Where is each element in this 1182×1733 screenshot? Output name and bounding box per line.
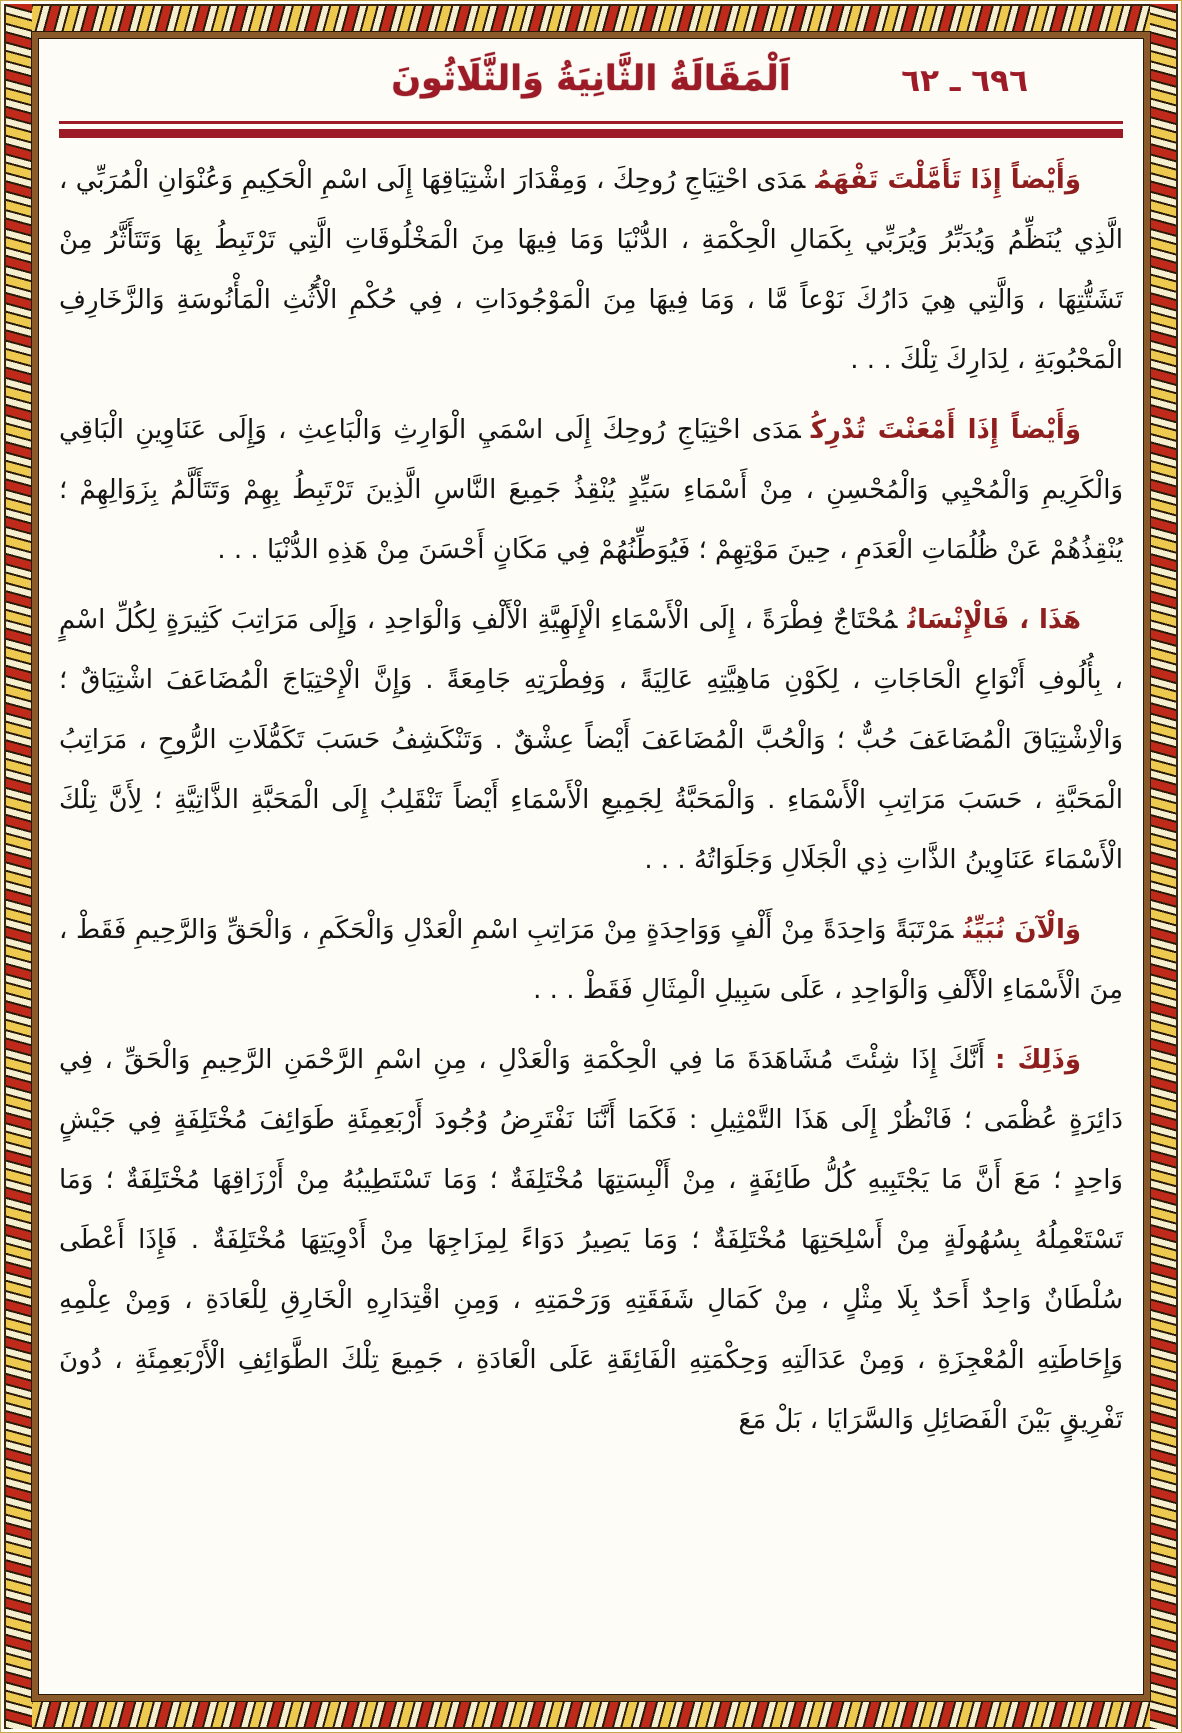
page-header — [59, 47, 1123, 119]
paragraph — [59, 150, 1123, 390]
paragraph — [59, 400, 1123, 580]
body-text — [59, 150, 1123, 1450]
paragraph — [59, 900, 1123, 1020]
paragraph-lead: وَأَيْضاً إِذَا أَمْعَنْتَ تُدْرِكُ — [810, 415, 1081, 445]
paragraph-text: مَرْتَبَةً وَاحِدَةً مِنْ أَلْفٍ وَوَاحِدَةٍ مِنْ مَرَاتِبِ اسْمِ الْعَدْلِ وَالْحَكَمِ ، وَالْحَقِّ وَالرَّحِيمِ فَقَطْ ، مِنَ الْأَسْمَاءِ الْأَلْفِ وَالْوَاحِدِ ، عَلَى سَبِيلِ الْمِثَالِ فَقَطْ . . . — [59, 915, 1123, 1005]
paragraph-lead: وَالْآنَ نُبَيِّنُ — [963, 915, 1082, 945]
decorative-border-left — [4, 4, 32, 1729]
page-number: ٦٩٦ ـ ٦٢ — [901, 63, 1028, 99]
paragraph-text: مُحْتَاجٌ فِطْرَةً ، إِلَى الْأَسْمَاءِ الْإِلَهِيَّةِ الْأَلْفِ وَالْوَاحِدِ ، وَإِلَى مَرَاتِبَ كَثِيرَةٍ لِكُلِّ اسْمٍ ، بِأُلُوفِ أَنْوَاعِ الْحَاجَاتِ ، لِكَوْنِ مَاهِيَّتِهِ عَالِيَةً ، وَفِطْرَتِهِ جَامِعَةً . وَإِنَّ الْإِحْتِيَاجَ الْمُضَاعَفَ اشْتِيَاقٌ ؛ وَالْاِشْتِيَاقَ الْمُضَاعَفَ حُبٌّ ؛ وَالْحُبَّ الْمُضَاعَفَ أَيْضاً عِشْقٌ . وَتَنْكَشِفُ حَسَبَ تَكَمُّلَاتِ الرُّوحِ ، مَرَاتِبُ الْمَحَبَّةِ ، حَسَبَ مَرَاتِبِ الْأَسْمَاءِ . وَالْمَحَبَّةُ لِجَمِيعِ الْأَسْمَاءِ أَيْضاً تَنْقَلِبُ إِلَى الْمَحَبَّةِ الذَّاتِيَّةِ ؛ لِأَنَّ تِلْكَ الْأَسْمَاءَ عَنَاوِينُ الذَّاتِ ذِي الْجَلَالِ وَجَلَوَاتُهُ . . . — [59, 605, 1123, 875]
decorative-border-bottom — [4, 1701, 1178, 1729]
header-rule-thick — [59, 129, 1123, 138]
page-content — [39, 39, 1143, 1694]
header-divider — [59, 121, 1123, 138]
paragraph-lead: هَذَا ، فَالْإِنْسَانُ — [907, 605, 1081, 635]
paragraph-text: أَنَّكَ إِذَا شِئْتَ مُشَاهَدَةَ مَا فِي الْحِكْمَةِ وَالْعَدْلِ ، مِنِ اسْمِ الرَّحْمَنِ الرَّحِيمِ وَالْحَقِّ ، فِي دَائِرَةٍ عُظْمَى ؛ فَانْظُرْ إِلَى هَذَا التَّمْثِيلِ : فَكَمَا أَنَّنَا نَفْتَرِضُ وُجُودَ أَرْبَعِمِئَةِ طَوَائِفَ مُخْتَلِفَةٍ فِي جَيْشٍ وَاحِدٍ ؛ مَعَ أَنَّ مَا يَجْتَبِيهِ كُلُّ طَائِفَةٍ ، مِنْ أَلْبِسَتِهَا مُخْتَلِفَةٌ ؛ وَمَا تَسْتَطِيبُهُ مِنْ أَرْزَاقِهَا مُخْتَلِفَةٌ ؛ وَمَا تَسْتَعْمِلُهُ بِسُهُولَةٍ مِنْ أَسْلِحَتِهَا مُخْتَلِفَةٌ ؛ وَمَا يَصِيرُ دَوَاءً لِمِزَاجِهَا مِنْ أَدْوِيَتِهَا مُخْتَلِفَةٌ . فَإِذَا أَعْطَى سُلْطَانٌ وَاحِدٌ أَحَدٌ بِلَا مِثْلٍ ، مِنْ كَمَالِ شَفَقَتِهِ وَرَحْمَتِهِ ، وَمِنِ اقْتِدَارِهِ الْخَارِقِ لِلْعَادَةِ ، وَمِنْ عِلْمِهِ وَإِحَاطَتِهِ الْمُعْجِزَةِ ، وَمِنْ عَدَالَتِهِ وَحِكْمَتِهِ الْفَائِقَةِ عَلَى الْعَادَةِ ، جَمِيعَ تِلْكَ الطَّوَائِفِ الْأَرْبَعِمِئَةِ ، دُونَ تَفْرِيقٍ بَيْنَ الْفَصَائِلِ وَالسَّرَايَا ، بَلْ مَعَ — [59, 1045, 1123, 1435]
decorative-border-right — [1150, 4, 1178, 1729]
page-title: اَلْمَقَالَةُ الثَّانِيَةُ وَالثَّلَاثُونَ — [391, 59, 791, 99]
paragraph-lead: وَأَيْضاً إِذَا تَأَمَّلْتَ تَفْهَمُ — [815, 165, 1081, 195]
paragraph-lead: وَذَلِكَ : — [994, 1045, 1081, 1075]
paragraph — [59, 1030, 1123, 1450]
paragraph-text: مَدَى احْتِيَاجِ رُوحِكَ ، وَمِقْدَارَ اشْتِيَاقِهَا إِلَى اسْمِ الْحَكِيمِ وَعُنْوَانِ الْمُرَبِّي ، الَّذِي يُنَظِّمُ وَيُدَبِّرُ وَيُرَبِّي بِكَمَالِ الْحِكْمَةِ ، الدُّنْيَا وَمَا فِيهَا مِنَ الْمَخْلُوقَاتِ الَّتِي تَرْتَبِطُ بِهَا وَتَتَأَثَّرُ مِنْ تَشَتُّتِهَا ، وَالَّتِي هِيَ دَارُكَ نَوْعاً مَّا ، وَمَا فِيهَا مِنَ الْمَوْجُودَاتِ ، فِي حُكْمِ الْأُثُثِ الْمَأْنُوسَةِ وَالزَّخَارِفِ الْمَحْبُوبَةِ ، لِدَارِكَ تِلْكَ . . . — [59, 165, 1123, 375]
paragraph — [59, 590, 1123, 890]
paragraph-text: مَدَى احْتِيَاجِ رُوحِكَ إِلَى اسْمَيِ الْوَارِثِ وَالْبَاعِثِ ، وَإِلَى عَنَاوِينِ الْبَاقِي وَالْكَرِيمِ وَالْمُحْيِي وَالْمُحْسِنِ ، مِنْ أَسْمَاءِ سَيِّدٍ يُنْقِذُ جَمِيعَ النَّاسِ الَّذِينَ تَرْتَبِطُ بِهِمْ وَتَتَأَلَّمُ بِزَوَالِهِمْ ؛ يُنْقِذُهُمْ عَنْ ظُلُمَاتِ الْعَدَمِ ، حِينَ مَوْتِهِمْ ؛ فَيُوَطِّنُهُمْ فِي مَكَانٍ أَحْسَنَ مِنْ هَذِهِ الدُّنْيَا . . . — [59, 415, 1123, 565]
decorative-border-top — [4, 4, 1178, 32]
header-rule-thin — [59, 121, 1123, 124]
